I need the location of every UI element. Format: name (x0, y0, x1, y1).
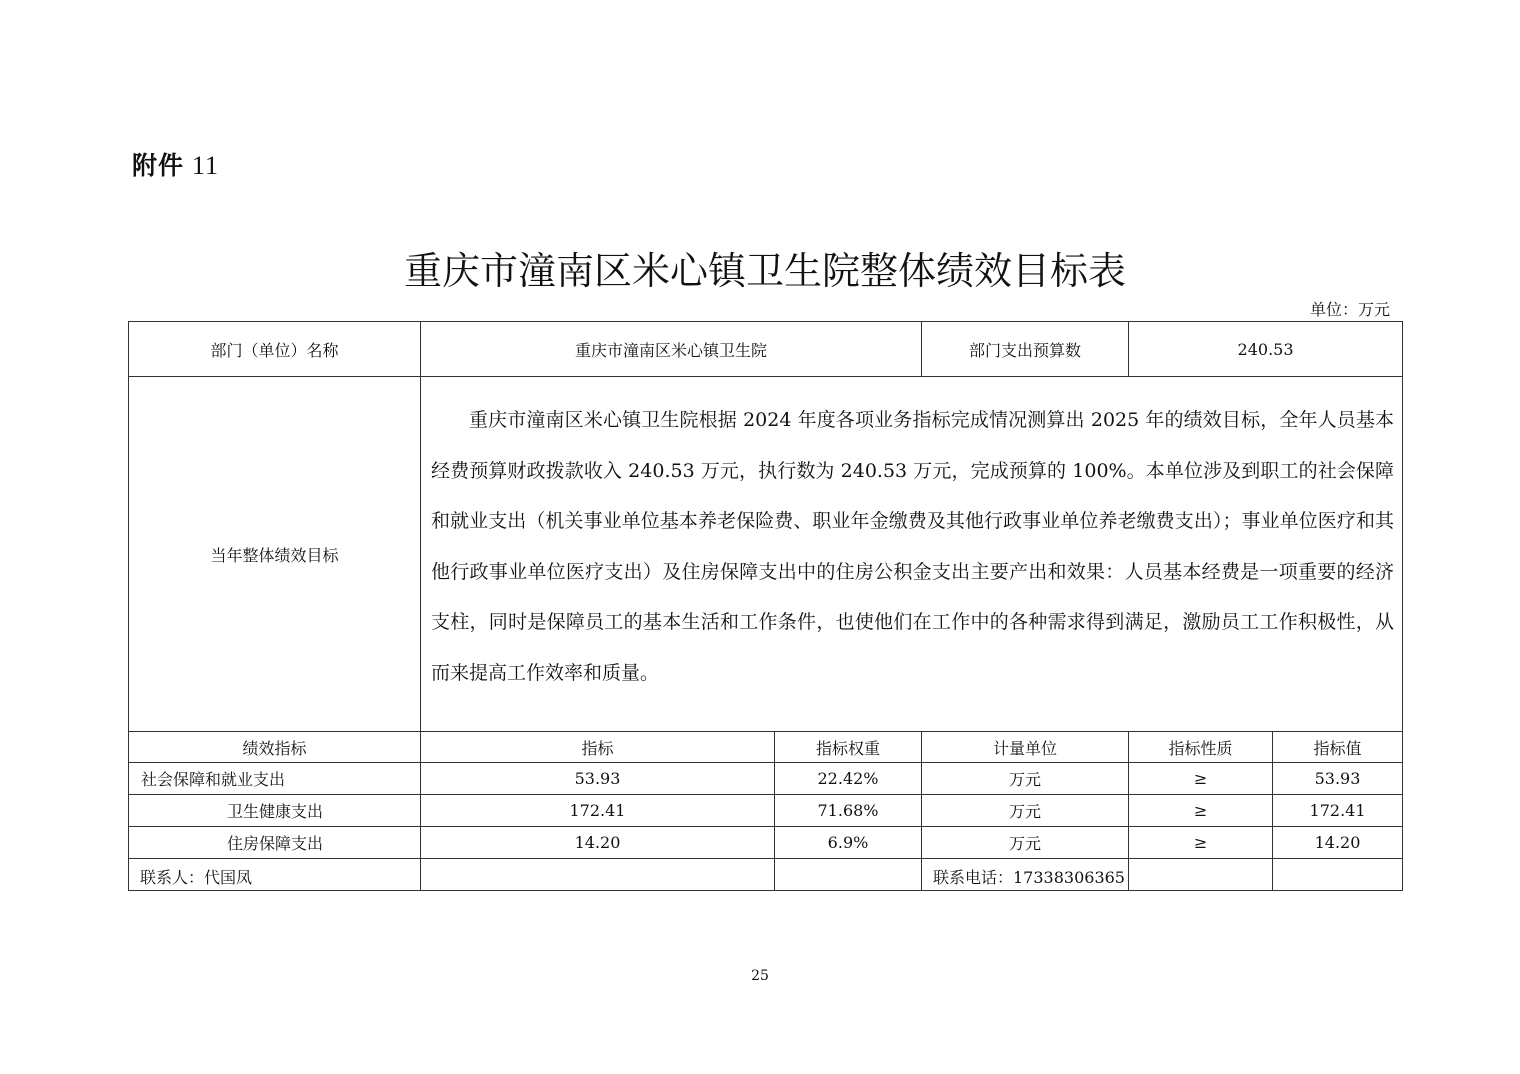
indicator-value: 14.20 (1273, 827, 1403, 859)
indicator-name: 住房保障支出 (129, 827, 421, 859)
attachment-label (132, 146, 219, 182)
table-row (129, 763, 1403, 795)
unit-label: 单位：万元 (1309, 300, 1390, 319)
indicator-value: 172.41 (1273, 795, 1403, 827)
col-header-indicator: 指标 (421, 732, 775, 763)
page-number: 25 (751, 968, 769, 984)
col-header-kpi: 绩效指标 (129, 732, 421, 763)
page-title: 重庆市潼南区米心镇卫生院整体绩效目标表 (403, 249, 1126, 293)
goal-row (129, 377, 1403, 732)
budget-label: 部门支出预算数 (922, 322, 1129, 377)
indicator-nature: ≥ (1129, 763, 1273, 795)
indicator-nature: ≥ (1129, 795, 1273, 827)
attachment-text: 附件 (132, 151, 185, 180)
col-header-weight: 指标权重 (775, 732, 922, 763)
table-row (129, 795, 1403, 827)
indicator-amount: 53.93 (421, 763, 775, 795)
indicator-amount: 14.20 (421, 827, 775, 859)
dept-name-label: 部门（单位）名称 (129, 322, 421, 377)
contact-phone: 联系电话：17338306365 (933, 868, 1125, 887)
col-header-value: 指标值 (1273, 732, 1403, 763)
goal-cell (421, 377, 1403, 732)
attachment-number: 11 (192, 151, 220, 180)
indicator-value: 53.93 (1273, 763, 1403, 795)
indicator-value (1273, 859, 1403, 891)
indicator-nature: ≥ (1129, 827, 1273, 859)
indicator-weight: 22.42% (775, 763, 922, 795)
performance-table (128, 321, 1403, 891)
col-header-nature: 指标性质 (1129, 732, 1273, 763)
dept-row (129, 322, 1403, 377)
table-row (129, 859, 1403, 891)
indicator-unit: 万元 (922, 763, 1129, 795)
table-row (129, 827, 1403, 859)
contact-person: 联系人：代国凤 (140, 868, 253, 887)
indicator-header-row (129, 732, 1403, 763)
indicator-name: 社会保障和就业支出 (129, 763, 421, 795)
indicator-weight (775, 859, 922, 891)
indicator-amount (421, 859, 775, 891)
goal-label: 当年整体绩效目标 (129, 377, 421, 732)
dept-name-value: 重庆市潼南区米心镇卫生院 (421, 322, 922, 377)
indicator-nature (1129, 859, 1273, 891)
indicator-unit: 万元 (922, 795, 1129, 827)
indicator-amount: 172.41 (421, 795, 775, 827)
indicator-unit: 万元 (922, 827, 1129, 859)
indicator-weight: 71.68% (775, 795, 922, 827)
indicator-name: 卫生健康支出 (129, 795, 421, 827)
indicator-weight: 6.9% (775, 827, 922, 859)
col-header-unit: 计量单位 (922, 732, 1129, 763)
budget-value: 240.53 (1129, 322, 1403, 377)
goal-text: 重庆市潼南区米心镇卫生院根据 2024 年度各项业务指标完成情况测算出 2025 年的绩效目标，全年人员基本经费预算财政拨款收入 240.53 万元，执行数为 240.53 万元，完成预算的 100%。本单位涉及到职工的社会保障和就业支出（机关事业单位基本养老保险费、职业年金缴费及其他行政事业单位养老缴费支出）；事业单位医疗和其他行政事业单位医疗支出）及住房保障支出中的住房公积金支出主要产出和效果：人员基本经费是一项重要的经济支柱，同时是保障员工的基本生活和工作条件，也使他们在工作中的各种需求得到满足，激励员工工作积极性，从而来提高工作效率和质量。 (431, 409, 1395, 684)
